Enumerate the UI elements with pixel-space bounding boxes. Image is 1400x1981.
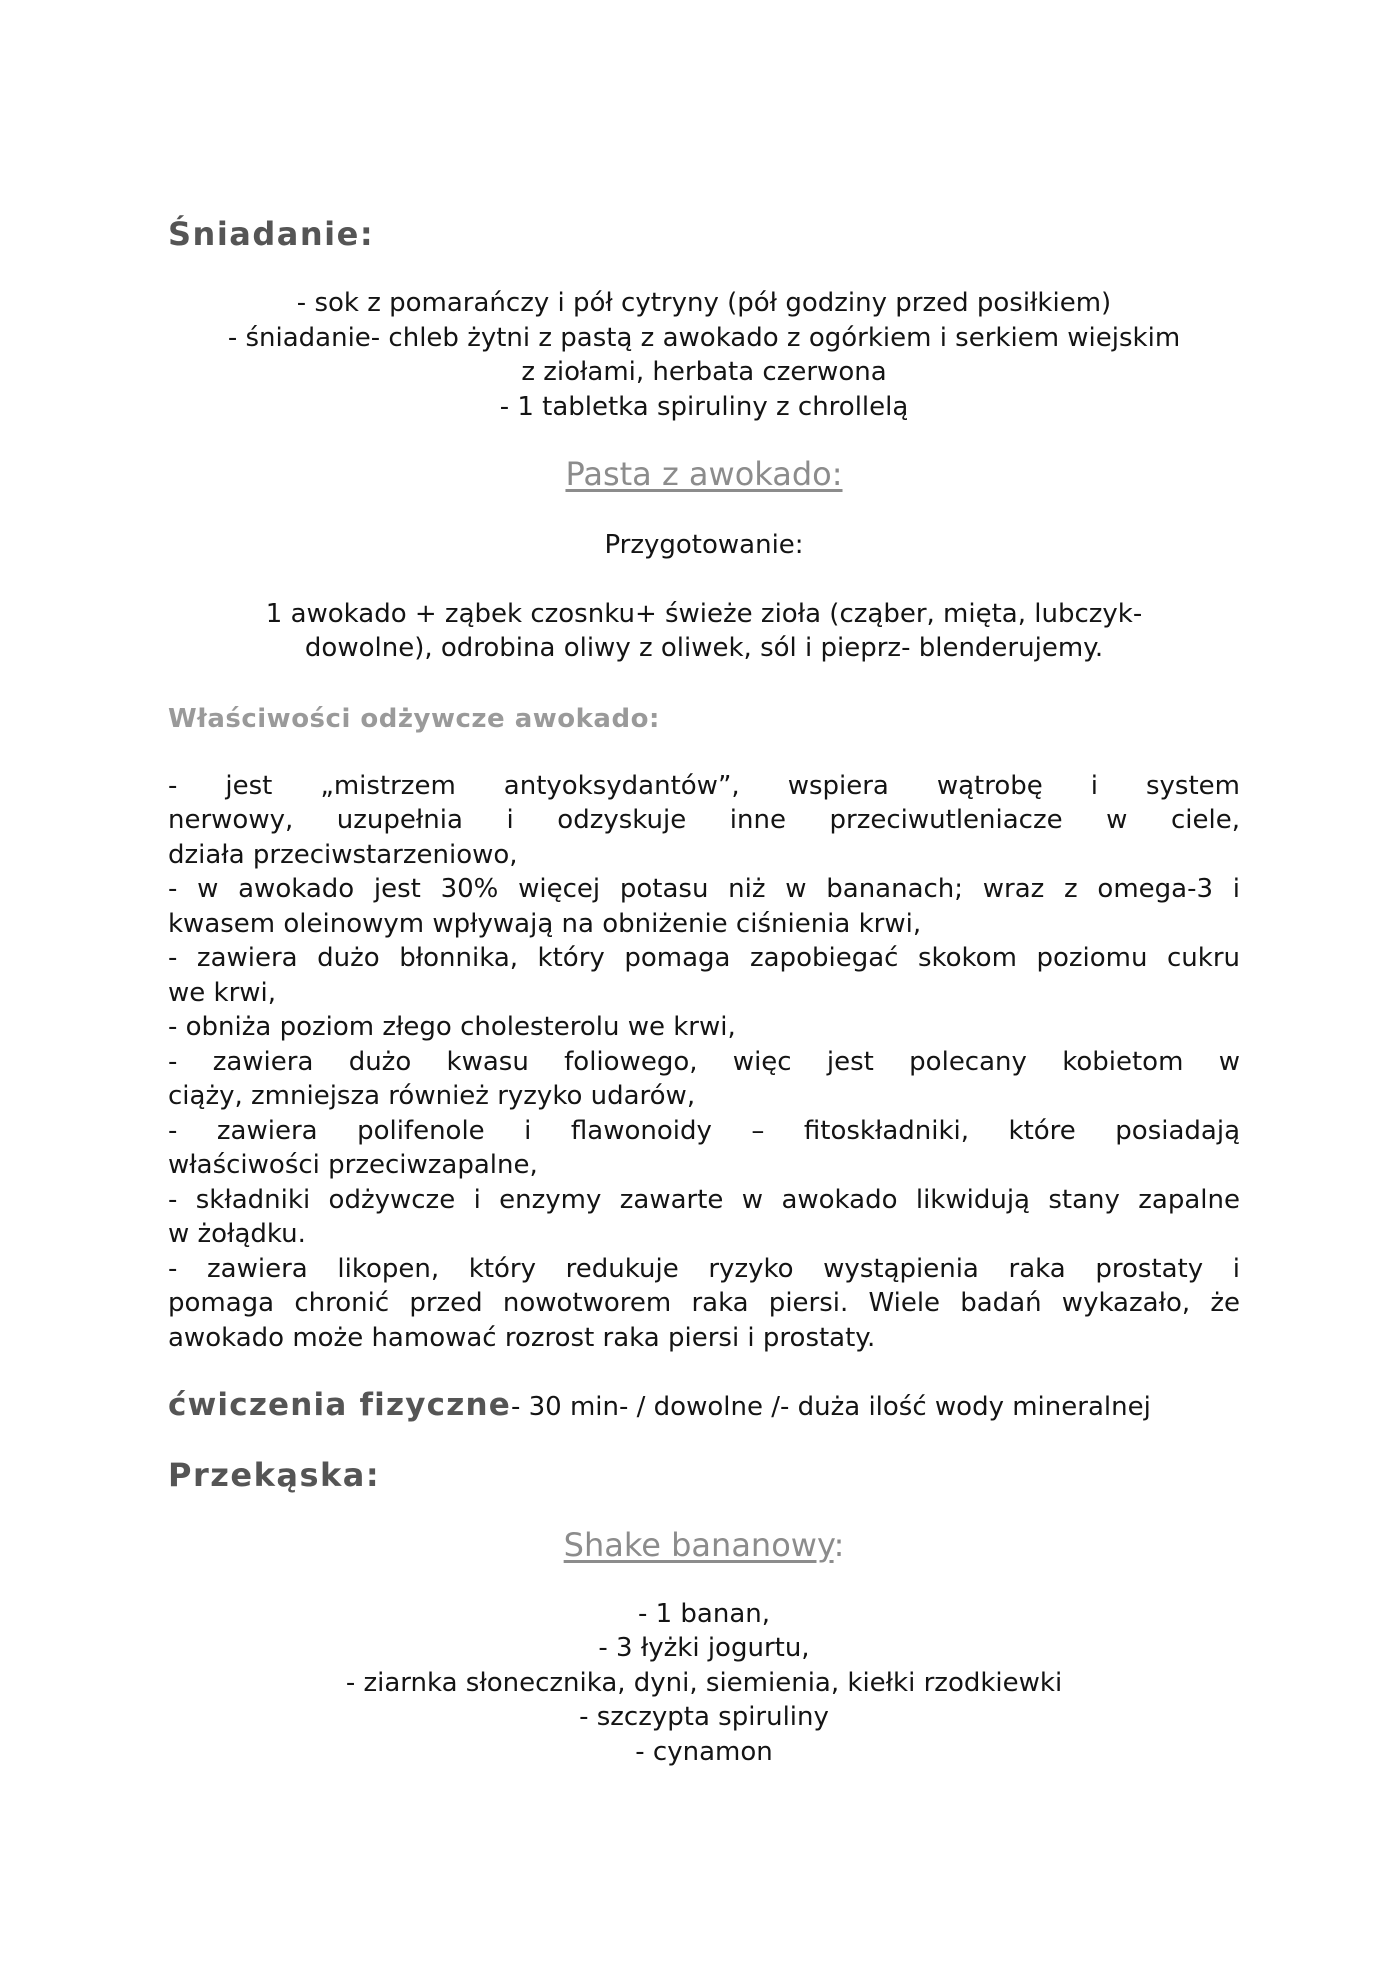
nutrition-heading: Właściwości odżywcze awokado:	[168, 703, 660, 734]
nutrition-line: - zawiera likopen, który redukuje ryzyko wystąpienia raka prostaty i	[168, 1253, 1240, 1284]
nutrition-line: - zawiera polifenole i flawonoidy – fitoskładniki, które posiadają	[168, 1115, 1240, 1146]
nutrition-line: pomaga chronić przed nowotworem raka piersi. Wiele badań wykazało, że	[168, 1288, 1240, 1318]
snack-heading: Przekąska:	[168, 1455, 381, 1494]
avocado-prep-label: Przygotowanie:	[604, 530, 804, 560]
shake-ingredients	[168, 1597, 1240, 1770]
shake-title-colon: :	[833, 1525, 845, 1564]
nutrition-line: w żołądku.	[168, 1219, 306, 1249]
nutrition-line: - zawiera dużo błonnika, który pomaga zapobiegać skokom poziomu cukru	[168, 943, 1240, 973]
nutrition-line: awokado może hamować rozrost raka piersi i prostaty.	[168, 1322, 876, 1353]
breakfast-list	[168, 286, 1240, 424]
nutrition-line: - obniża poziom złego cholesterolu we krwi,	[168, 1012, 736, 1042]
shake-ingredient: - szczypta spiruliny	[579, 1702, 829, 1732]
shake-ingredient: - cynamon	[635, 1736, 773, 1767]
exercise-details: - 30 min- / dowolne /- duża ilość wody mineralnej	[510, 1392, 1151, 1422]
nutrition-line: - zawiera dużo kwasu foliowego, więc jest polecany kobietom w	[168, 1046, 1240, 1077]
shake-ingredient: - 1 banan,	[637, 1598, 771, 1629]
nutrition-line: kwasem oleinowym wpływają na obniżenie ciśnienia krwi,	[168, 908, 922, 939]
breakfast-heading: Śniadanie:	[168, 215, 375, 253]
nutrition-line: - jest „mistrzem antyoksydantów”, wspiera wątrobę i system	[168, 770, 1240, 801]
avocado-prep-text	[168, 597, 1240, 666]
avocado-prep-line: dowolne), odrobina oliwy z oliwek, sól i pieprz- blenderujemy.	[304, 633, 1104, 663]
breakfast-line: z ziołami, herbata czerwona	[521, 357, 887, 387]
shake-ingredient: - ziarnka słonecznika, dyni, siemienia, kiełki rzodkiewki	[345, 1667, 1063, 1698]
exercise-label: ćwiczenia fizyczne	[168, 1387, 511, 1423]
avocado-paste-title-text: Pasta z awokado:	[565, 455, 843, 493]
nutrition-line: - w awokado jest 30% więcej potasu niż w bananach; wraz z omega-3 i	[168, 874, 1240, 904]
nutrition-line: działa przeciwstarzeniowo,	[168, 839, 518, 870]
breakfast-line: - 1 tabletka spiruliny z chrollelą	[499, 391, 909, 422]
shake-title-text: Shake bananowy	[563, 1525, 834, 1564]
nutrition-line: - składniki odżywcze i enzymy zawarte w awokado likwidują stany zapalne	[168, 1184, 1240, 1215]
document-content	[168, 214, 1240, 1769]
breakfast-line: - sok z pomarańczy i pół cytryny (pół godziny przed posiłkiem)	[296, 288, 1112, 318]
nutrition-line: we krwi,	[168, 977, 277, 1008]
shake-ingredient: - 3 łyżki jogurtu,	[598, 1633, 810, 1663]
avocado-prep-line: 1 awokado + ząbek czosnku+ świeże zioła (cząber, mięta, lubczyk-	[265, 598, 1143, 629]
shake-title	[168, 1525, 1240, 1565]
nutrition-line: nerwowy, uzupełnia i odzyskuje inne przeciwutleniacze w ciele,	[168, 805, 1240, 835]
nutrition-line: ciąży, zmniejsza również ryzyko udarów,	[168, 1081, 696, 1111]
exercise-line	[168, 1388, 1240, 1425]
avocado-paste-title	[168, 454, 1240, 494]
breakfast-line: - śniadanie- chleb żytni z pastą z awokado z ogórkiem i serkiem wiejskim	[227, 322, 1181, 353]
nutrition-line: właściwości przeciwzapalne,	[168, 1150, 538, 1180]
nutrition-list	[168, 769, 1240, 1356]
